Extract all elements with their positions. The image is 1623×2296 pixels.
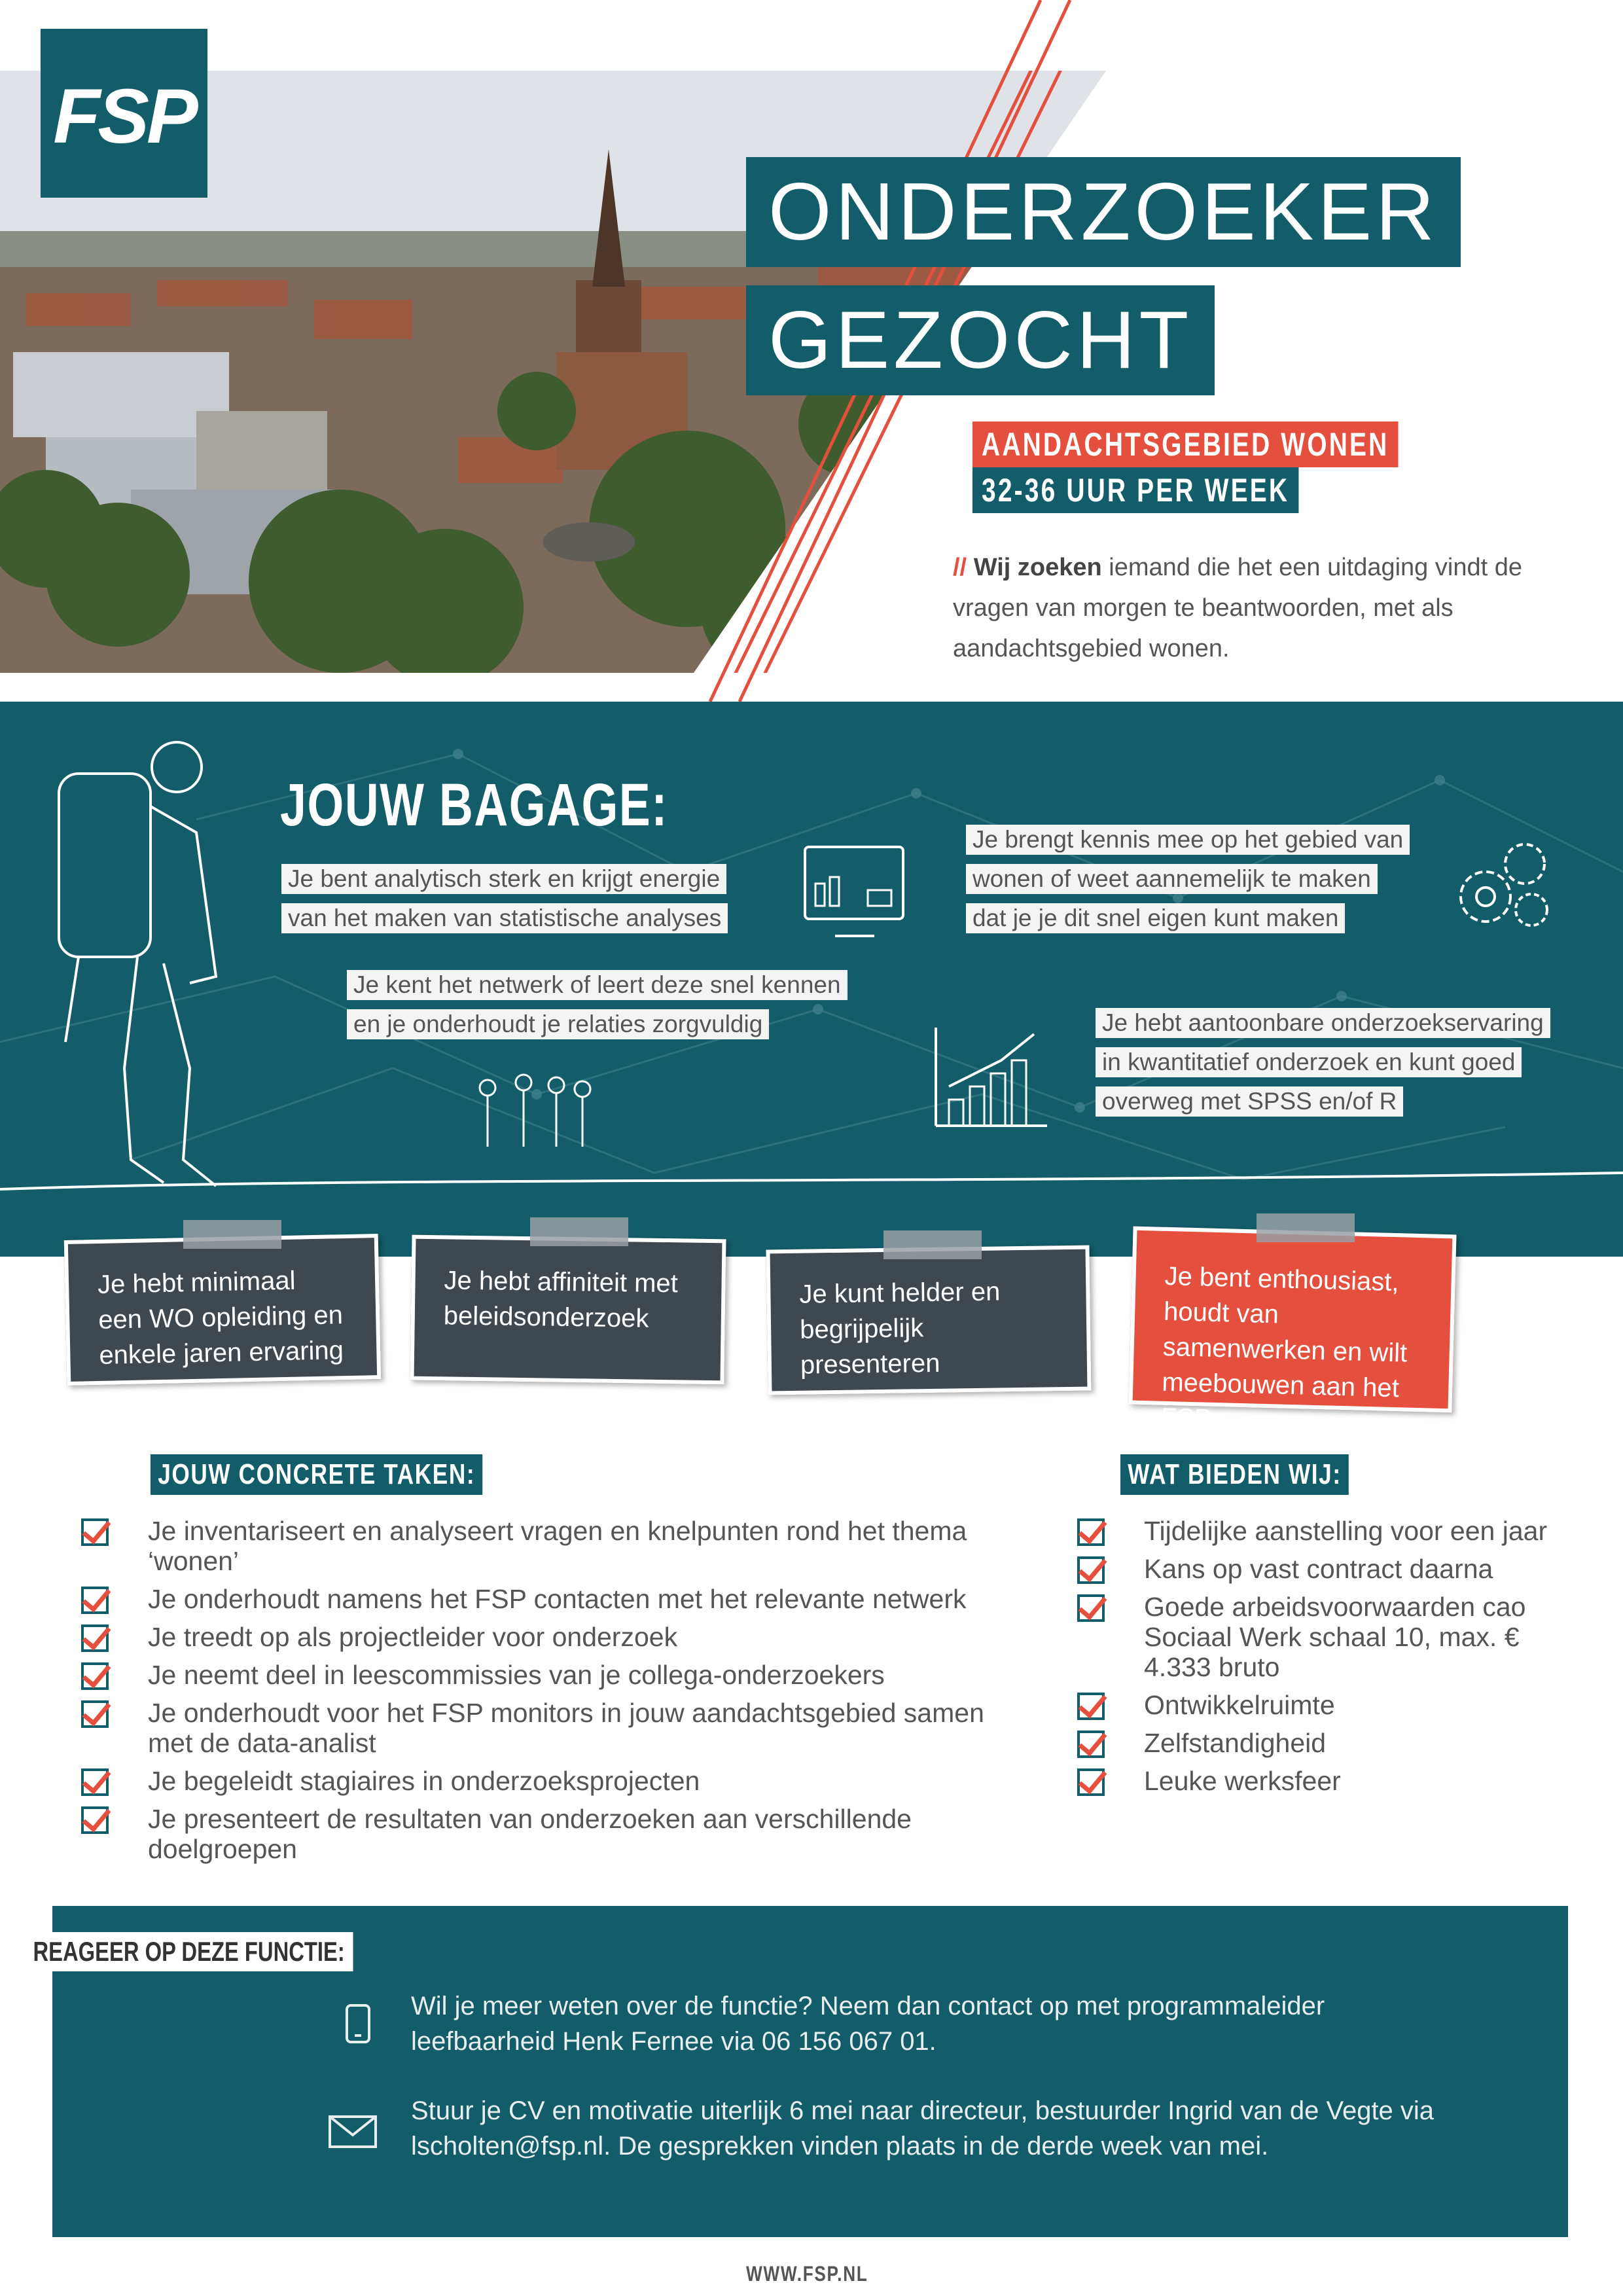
card-affiniteit <box>410 1235 726 1385</box>
list-item <box>81 1766 1010 1796</box>
checkbox-icon <box>1077 1594 1105 1622</box>
bagage-line: Je bent analytisch sterk en krijgt energie <box>281 864 726 894</box>
contact-title: REAGEER OP DEZE FUNCTIE: <box>25 1932 353 1971</box>
bagage-title: JOUW BAGAGE: <box>280 772 668 838</box>
bagage-item-onderzoekservaring <box>1096 1008 1550 1126</box>
bagage-line: overweg met SPSS en/of R <box>1096 1086 1403 1117</box>
bagage-item-analytisch <box>281 864 728 942</box>
list-item-text: Goede arbeidsvoorwaarden cao Sociaal Werk schaal 10, max. € 4.333 bruto <box>1144 1592 1526 1682</box>
list-item-text: Je inventariseert en analyseert vragen en knelpunten rond het thema ‘wonen’ <box>148 1516 967 1576</box>
group-illustration <box>480 1075 590 1147</box>
card-text: Je kunt helder en begrijpelijk presenteren <box>799 1277 1001 1380</box>
list-item-text: Tijdelijke aanstelling voor een jaar <box>1144 1516 1548 1546</box>
list-item <box>81 1804 1010 1864</box>
intro-text <box>953 547 1594 669</box>
checkbox-icon <box>81 1624 109 1652</box>
bagage-line: dat je je dit snel eigen kunt maken <box>966 903 1345 933</box>
list-item <box>1077 1592 1561 1682</box>
card-text: Je hebt affiniteit met beleidsonderzoek <box>443 1266 679 1333</box>
list-item <box>1077 1728 1561 1758</box>
title-line-1: ONDERZOEKER <box>746 157 1461 267</box>
intro-bold: Wij zoeken <box>973 554 1102 581</box>
bieden-title: WAT BIEDEN WIJ: <box>1120 1454 1349 1495</box>
list-item-text: Leuke werksfeer <box>1144 1766 1341 1796</box>
checkbox-icon <box>81 1518 109 1546</box>
mail-icon <box>323 2106 382 2152</box>
fsp-logo: FSP <box>53 73 196 160</box>
list-item-text: Je treedt op als projectleider voor onderzoek <box>148 1622 678 1652</box>
list-item-text: Je neemt deel in leescommissies van je collega-onderzoekers <box>148 1660 885 1690</box>
monitor-chart-icon <box>802 844 907 942</box>
website-link[interactable]: WWW.FSP.NL <box>746 2262 868 2286</box>
phone-icon <box>343 2003 373 2045</box>
checkbox-icon <box>81 1700 109 1728</box>
tape <box>1257 1213 1355 1242</box>
bagage-line: Je brengt kennis mee op het gebied van <box>966 825 1410 855</box>
list-item <box>81 1622 1010 1652</box>
tag-aandachtsgebied: AANDACHTSGEBIED WONEN <box>972 422 1398 467</box>
bagage-item-kennis <box>966 825 1410 942</box>
card-presenteren <box>766 1246 1091 1395</box>
bagage-line: Je kent het netwerk of leert deze snel kennen <box>347 970 847 1000</box>
checkbox-icon <box>81 1662 109 1690</box>
checkbox-icon <box>1077 1556 1105 1584</box>
list-item <box>81 1660 1010 1690</box>
tape <box>883 1230 982 1259</box>
checkbox-icon <box>81 1768 109 1796</box>
intro-slash: // <box>953 554 967 581</box>
card-enthousiast <box>1129 1227 1457 1433</box>
bagage-line: van het maken van statistische analyses <box>281 903 728 933</box>
tag-uren: 32-36 UUR PER WEEK <box>972 467 1298 513</box>
checkbox-icon <box>1077 1768 1105 1796</box>
taken-list <box>81 1516 1010 1872</box>
list-item-text: Je onderhoudt voor het FSP monitors in jouw aandachtsgebied samen met de data-analist <box>148 1698 984 1758</box>
checkbox-icon <box>1077 1518 1105 1546</box>
bagage-line: en je onderhoudt je relaties zorgvuldig <box>347 1009 769 1039</box>
list-item <box>1077 1766 1561 1796</box>
list-item-text: Je begeleidt stagiaires in onderzoeksprojecten <box>148 1766 700 1796</box>
hiker-illustration <box>59 742 216 1186</box>
card-opleiding <box>64 1234 382 1386</box>
checkbox-icon <box>1077 1693 1105 1720</box>
bieden-list <box>1077 1516 1561 1804</box>
list-item-text: Kans op vast contract daarna <box>1144 1554 1493 1584</box>
gears-icon <box>1446 838 1558 936</box>
list-item-text: Je onderhoudt namens het FSP contacten met het relevante netwerk <box>148 1584 967 1614</box>
list-item <box>1077 1690 1561 1720</box>
bagage-line: wonen of weet aannemelijk te maken <box>966 864 1378 894</box>
checkbox-icon <box>81 1806 109 1834</box>
bagage-item-netwerk <box>347 970 847 1049</box>
card-text: Je hebt minimaal een WO opleiding en enkele jaren ervaring <box>97 1266 344 1370</box>
list-item <box>1077 1554 1561 1584</box>
contact-mail-text: Stuur je CV en motivatie uiterlijk 6 mei naar directeur, bestuurder Ingrid van de Vegte via lscholten@fsp.nl. De gesprekken vinden plaats in de derde week van mei. <box>411 2096 1435 2161</box>
list-item-text: Je presenteert de resultaten van onderzoeken aan verschillende doelgroepen <box>148 1804 912 1864</box>
list-item-text: Zelfstandigheid <box>1144 1728 1327 1758</box>
tape <box>183 1220 281 1249</box>
checkbox-icon <box>1077 1731 1105 1758</box>
taken-title: JOUW CONCRETE TAKEN: <box>151 1454 482 1495</box>
contact-phone-text: Wil je meer weten over de functie? Neem dan contact op met programmaleider leefbaarheid Henk Fernee via 06 156 067 01. <box>411 1992 1325 2056</box>
bagage-line: in kwantitatief onderzoek en kunt goed <box>1096 1047 1522 1077</box>
bagage-line: Je hebt aantoonbare onderzoekservaring <box>1096 1008 1550 1038</box>
list-item <box>81 1516 1010 1576</box>
bar-chart-icon <box>929 1021 1054 1132</box>
list-item-text: Ontwikkelruimte <box>1144 1690 1335 1720</box>
list-item <box>81 1584 1010 1614</box>
title-line-2: GEZOCHT <box>746 285 1215 395</box>
intro-rest: iemand die het een uitdaging vindt de vragen van morgen te beantwoorden, met als aandachtsgebied wonen. <box>953 554 1522 662</box>
card-text: Je bent enthousiast, houdt van samenwerken en wilt meebouwen aan het FSP <box>1160 1261 1408 1433</box>
list-item <box>1077 1516 1561 1546</box>
tape <box>530 1217 628 1246</box>
list-item <box>81 1698 1010 1758</box>
checkbox-icon <box>81 1587 109 1614</box>
